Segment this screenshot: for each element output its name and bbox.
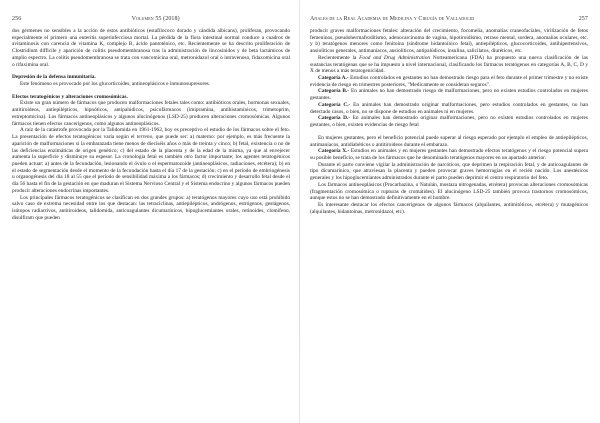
right-page <box>300 0 600 423</box>
paragraph: Durante el parto conviene vigilar la administración de narcóticos, que deprimen la respiración fetal, y de anticoagulantes de tipo dicumarínico, que atraviesan la placenta y pueden provocar graves hemorragias en el recién nacido. Los anestésicos generales y los hipoglucemiantes administrados durante el parto pueden deprimir el centro respiratorio del feto. <box>310 161 588 182</box>
paragraph: Los principales fármacos teratogénicos se clasifican en dos grandes grupos: a) teratógenos mayores cuyo uso está prohibido salvo caso de extrema necesidad entre los que destacan: las tetraciclinas, antiepilépticos, andrógenos, estrógenos, gestágenos, isótopos radiactivos, antitiroideos, talidomida, anticoagulantes dicumarínicos, hipoglucemiantes orales, retinoides, clomifeno, disulfiram que pueden <box>12 194 290 221</box>
paragraph: Recientemente la Food and Drug Administration Norteamericana (FDA) ha propuesto una nueva clasificación de las sustancias teratógenas que se ha impuesto a nivel internacional, clasificando los fármacos teratógenos en categorías A, B, C, D y X de menos a más teratogenicidad. <box>310 54 589 75</box>
paragraph: Los fármacos antineoplásicos (Procarbazina, o Natulán, mostaza nitrogenadas, etcétera) provocan alteraciones cromosómicas (fragmentación cromosómica o rupturas de cromátides). El alucinógeno LSD-25 también provoca trastornos cromosómicos, aunque estos no se han demostrado definitivamente en el hombre. <box>310 181 588 202</box>
right-page-header <box>310 16 588 22</box>
running-title: Anales de la Real Academia de Medicina y Cirugía de Valladolid <box>310 16 475 22</box>
right-page-body <box>310 28 588 215</box>
paragraph: Este fenómeno es provocado por los glucorticoides, antineoplásicos e inmunosupresores. <box>20 81 211 88</box>
paragraph: Categoría A.- Estudios controlados en gestantes no han demostrado riesgo para el feto durante el primer trimestre y no existe evidencia de riesgo en trimestres posteriores, "Medicamente se consideran seguros". <box>310 75 588 88</box>
paragraph: Existe un gran número de fármacos que producen malformaciones fetales tales como: antibióticos orales, hormonas sexuales, antitiroideos, antiepilépticos, hipnóticos, antipalúdicos, psicofármacos (imipramina, antihistamínicos, trimetoprim, estreptomicina). Los fármacos antineoplásicos y algunos alucinógenos (LSD-25) producen alteraciones cromosómicas. Algunos fármacos tienen efectos cancerígenos, como algunos antineoplásicos. <box>12 100 290 127</box>
paragraph: Es interesante destacar los efectos cancerígenos de algunos fármacos (alquilantes, antimitóticos, etcétera) y mutagénicos (alquilantes, hidantoínas, metronidazol, etc). <box>310 201 588 215</box>
paragraph: Categoría D.- En animales han demostrado originar malformaciones, pero no existen estudios controlados en mujeres gestantes, o bien, existen evidencias de riesgo fetal <box>310 115 588 129</box>
paragraph: producir graves malformaciones fetales: alteración del crecimiento, focomelia, anomalías craneofaciales, virilización de fetos femeninos, pseudohermafroditismo, adenocarcinoma de vagina, hipotiroidismo, retraso mental, sordera, anomalías oculares, etc. y b) teratógenos menores como fenitoína (síndrome hidantoínico fetal), antiepilépticos, glucocorticoides, antihipertensivos, ansiolíticos generales, antimaníacos, ansiolíticos, antipalúdicos, insulina, salicilatos, diuréticos, etc. <box>310 28 588 55</box>
left-page-body <box>12 28 290 221</box>
paragraph: En mujeres gestantes, pero el beneficio potencial puede superar al riesgo esperado por ejemplo el empleo de antiepilépticos, antimaníacos, antidiabéticos o antitiroideos durante el embarazo. <box>310 134 588 148</box>
running-title: Volumen 55 (2018) <box>131 16 180 22</box>
paragraph: Categoría B.- En animales no han demostrado riesgo de malformaciones, pero no existen estudios controlados en mujeres gestantes. <box>310 88 588 102</box>
paragraph: Categoría X.- Estudios en animales y en mujeres gestantes han demostrado efectos teratógenos y el riesgo potencial supera su posible beneficio, se trata de los fármacos que he denominado teratógenos mayores en un apartado anterior. <box>310 148 588 161</box>
page-number: 257 <box>578 16 588 22</box>
section-heading: Depresión de la defensa inmunitaria. <box>12 74 96 81</box>
paragraph: Categoría C.- En animales han demostrado originar malformaciones, pero estudios controlados en gestantes, no han detectado casos, o bien, no se dispone de estudios en animales ni en mujeres. <box>310 101 588 115</box>
paragraph: dos gérmenes no sensibles a la acción de estos antibióticos (estafilococo dorado y cándida albicans), proliferan, provocando especialmente el primero una enteritis superinfecciosa mortal. La pérdida de la flora intestinal normal conduce a cuadros de avitaminosis con carencia de vitamina K, complejo B, ácido pantoténico, etc. Recientemente se ha descrito proliferación de Clostridium difficile y aparición de colitis pseudomembranosa tras la administración de lincosínidos y de beta lactámicos de amplio espectro. La colitis pseudomembranosa se trata con vancomicina oral, metronidazol oral o intravenoso, fidaxomicina oral o rifaximina oral. <box>12 28 290 68</box>
section-heading: Efectos teratogénicos y alteraciones cromosómicas. <box>12 93 128 100</box>
page-number: 256 <box>12 16 22 22</box>
paragraph: A raíz de la catástrofe provocada por la Talidomida en 1961-1962, hoy es preceptivo el estudio de los fármacos sobre el feto. La presentación de efectos teratogénicos varía según el terreno, que puede ser: a) materno: por ejemplo, es más frecuente la aparición de malformaciones si la embarazada tiene menos de dieciséis años o más de treinta y cinco; b) fetal, existencia o no de las deficiencias enzimáticas de origen genético; c) del estado de la placenta y de la edad de la misma, ya que al envejecer aumenta la superficie y disminuye su espesor. La cronología fetal es también otro factor importante; los agentes teratogénicos pueden actuar: a) antes de la fecundación, lesionando el óvulo o el espermatozoide (antineoplásicos, radiaciones, etcétera); b) en el estado de segmentación desde el momento de la fecundación hasta el día 17 de la gestación; c) en el período de embriogénesis u organogénesis del día 18 al 55 que el período de sensibilidad máxima a los fármacos; d) crecimiento y desarrollo fetal desde el día 56 hasta el fin de la gestación en que maduran el Sistema Nervioso Central y el Sistema endocrino y algunos fármacos pueden producir alteraciones endocrinas importantes. <box>12 127 290 194</box>
left-page-header <box>12 16 290 22</box>
